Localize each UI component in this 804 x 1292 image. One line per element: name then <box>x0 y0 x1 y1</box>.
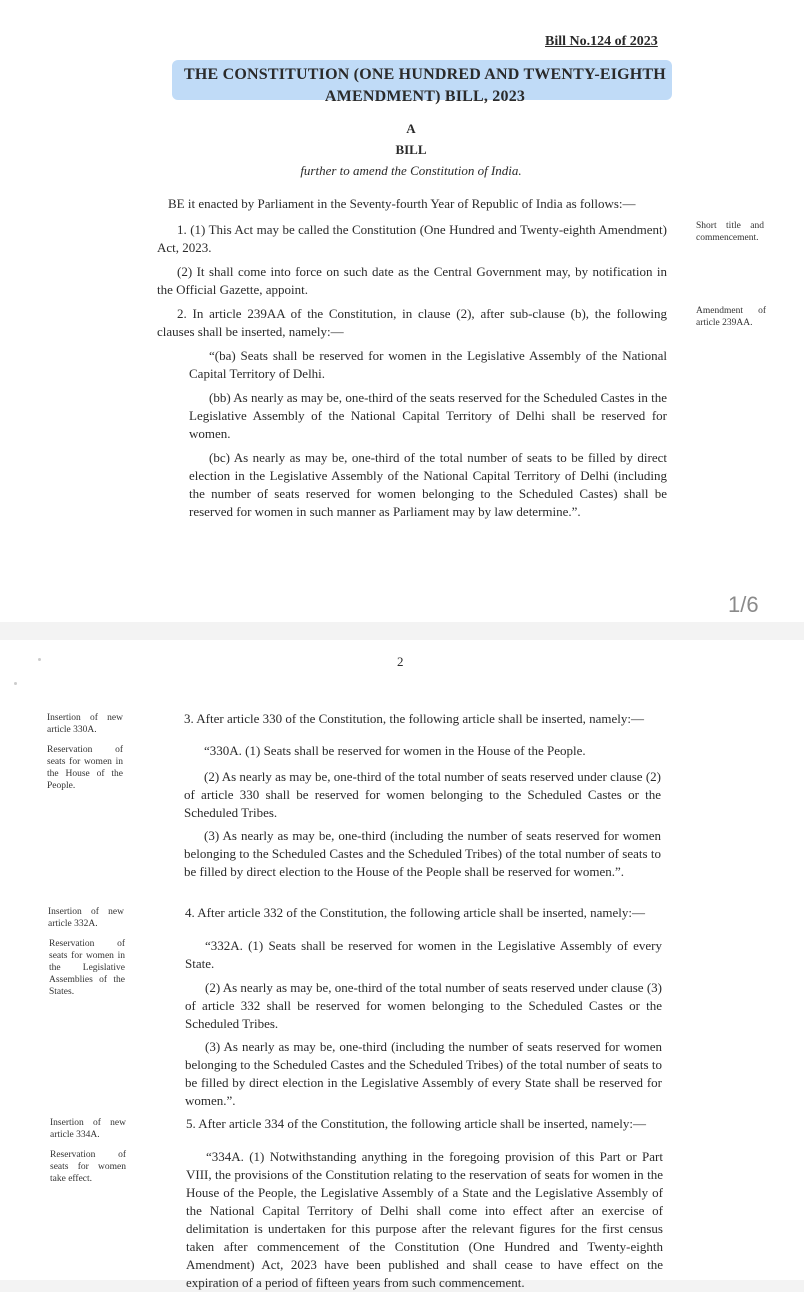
article-330a-1: “330A. (1) Seats shall be reserved for women in the House of the People. <box>204 743 586 758</box>
heading-bill: BILL <box>395 142 427 157</box>
document-page-2 <box>0 640 804 1290</box>
margin-note-short-title: Short title and commencement. <box>696 221 764 243</box>
margin-note-reservation-states: Reservation of seats for women in the Legislative Assemblies of the States. <box>49 939 125 997</box>
enacting-formula: BE it enacted by Parliament in the Seventy-fourth Year of Republic of India as follows:— <box>168 196 636 211</box>
title-line-2: AMENDMENT) BILL, 2023 <box>324 88 526 105</box>
article-332a-2: (2) As nearly as may be, one-third of the total number of seats reserved under clause (3) of article 332 shall be reserved for women belonging to the Scheduled Castes or the Scheduled Tribes. <box>185 980 662 1031</box>
article-332a-1: “332A. (1) Seats shall be reserved for women in the Legislative Assembly of every State. <box>185 938 662 971</box>
section-5: 5. After article 334 of the Constitution, the following article shall be inserted, namely:— <box>186 1116 646 1131</box>
bill-subtitle: further to amend the Constitution of India. <box>300 163 522 178</box>
margin-note-insertion-332a: Insertion of new article 332A. <box>48 907 124 929</box>
section-2: 2. In article 239AA of the Constitution, in clause (2), after sub-clause (b), the following clauses shall be inserted, namely:— <box>157 306 667 339</box>
margin-note-insertion-334a: Insertion of new article 334A. <box>50 1118 126 1140</box>
section-3: 3. After article 330 of the Constitution, the following article shall be inserted, namely:— <box>184 711 644 726</box>
section-4: 4. After article 332 of the Constitution, the following article shall be inserted, namely:— <box>185 905 645 920</box>
page-number: 2 <box>397 654 404 669</box>
clause-ba: “(ba) Seats shall be reserved for women in the Legislative Assembly of the National Capital Territory of Delhi. <box>189 348 667 381</box>
heading-a: A <box>406 121 416 136</box>
bill-number: Bill No.124 of 2023 <box>545 34 658 49</box>
article-332a-3: (3) As nearly as may be, one-third (including the number of seats reserved for women belonging to the Scheduled Castes and the Scheduled Tribes) of the total number of seats to be filled by direct election in the Legislative Assembly of every State shall be reserved for women.”. <box>185 1039 662 1108</box>
margin-note-reservation-house: Reservation of seats for women in the House of the People. <box>47 745 123 791</box>
clause-bc: (bc) As nearly as may be, one-third of the total number of seats to be filled by direct election in the Legislative Assembly of the National Capital Territory of Delhi (including the number of seats reserved for women belonging to the Scheduled Castes) shall be reserved for women in such manner as Parliament may by law determine.”. <box>189 450 667 519</box>
scan-speck <box>14 682 17 685</box>
margin-note-amendment: Amendment of article 239AA. <box>696 306 766 328</box>
article-330a-3: (3) As nearly as may be, one-third (including the number of seats reserved for women belonging to the Scheduled Castes and the Scheduled Tribes) of the total number of seats to be filled by direct election to the House of the People shall be reserved for women.”. <box>184 828 661 879</box>
clause-bb: (bb) As nearly as may be, one-third of the seats reserved for the Scheduled Castes in the Legislative Assembly of the National Capital Territory of Delhi shall be reserved for women. <box>189 390 667 441</box>
margin-note-insertion-330a: Insertion of new article 330A. <box>47 713 123 735</box>
article-330a-2: (2) As nearly as may be, one-third of the total number of seats reserved under clause (2) of article 330 shall be reserved for women belonging to the Scheduled Castes or the Scheduled Tribes. <box>184 769 661 820</box>
scan-speck <box>38 658 41 661</box>
page-indicator: 1/6 <box>728 592 759 617</box>
section-1-1: 1. (1) This Act may be called the Constitution (One Hundred and Twenty-eighth Amendment) Act, 2023. <box>157 222 667 255</box>
article-334a-1: “334A. (1) Notwithstanding anything in the foregoing provision of this Part or Part VIII, the provisions of the Constitution relating to the reservation of seats for women in the House of the People, the Legislative Assembly of a State and the Legislative Assembly of the National Capital Territory of Delhi shall come into effect after an exercise of delimitation is undertaken for this purpose after the relevant figures for the first census taken after commencement of the Constitution (One Hundred and Twenty-eighth Amendment) Act, 2023 have been published and shall cease to have effect on the expiration of a period of fifteen years from such commencement. <box>186 1149 663 1290</box>
bill-title <box>180 64 670 108</box>
section-1-2: (2) It shall come into force on such date as the Central Government may, by notification in the Official Gazette, appoint. <box>157 264 667 297</box>
title-line-1: THE CONSTITUTION (ONE HUNDRED AND TWENTY-EIGHTH <box>184 66 666 83</box>
document-page-1 <box>0 0 804 622</box>
margin-note-take-effect: Reservation of seats for women take effect. <box>50 1150 126 1184</box>
